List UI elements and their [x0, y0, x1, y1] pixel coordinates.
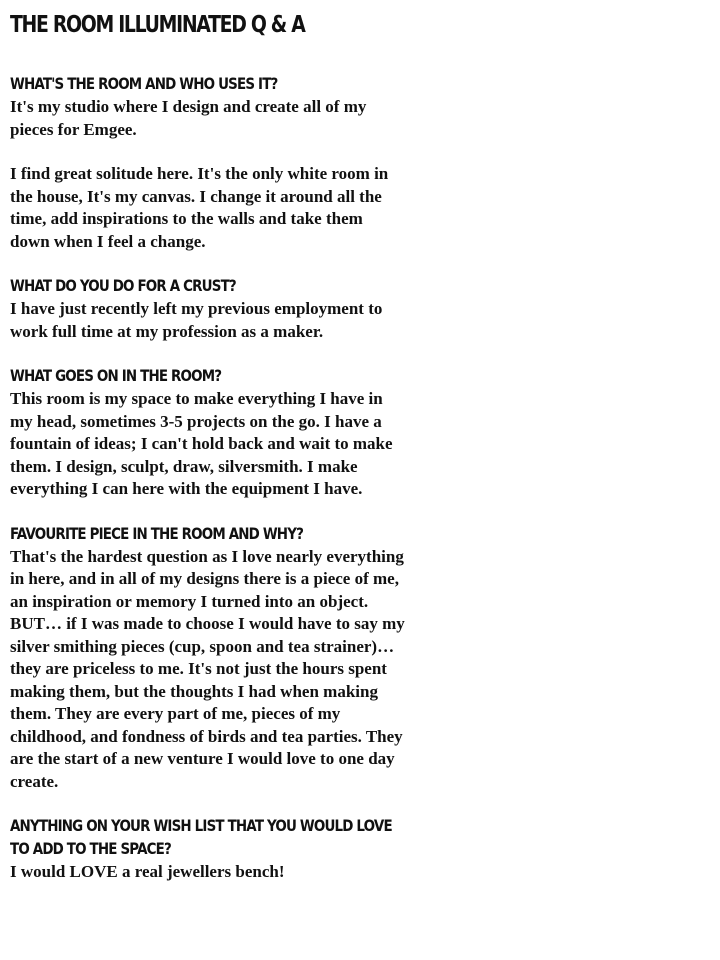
answer-paragraph: I have just recently left my previous employment to work full time at my profession as a maker.: [10, 299, 383, 341]
qa-section-activities: [10, 364, 410, 501]
question-heading: WHAT DO YOU DO FOR A CRUST?: [10, 276, 236, 295]
question-heading: WHAT'S THE ROOM AND WHO USES IT?: [10, 74, 278, 93]
answer-paragraph: It's my studio where I design and create all of my pieces for Emgee.: [10, 97, 367, 139]
question-heading: ANYTHING ON YOUR WISH LIST THAT YOU WOULD LOVE TO ADD TO THE SPACE?: [10, 816, 392, 858]
answer-paragraph: I would LOVE a real jewellers bench!: [10, 862, 285, 881]
qa-section-wishlist: [10, 814, 410, 884]
qa-section-crust: [10, 274, 410, 343]
question-heading: WHAT GOES ON IN THE ROOM?: [10, 366, 222, 385]
answer-paragraph: This room is my space to make everything I have in my head, sometimes 3-5 projects on the go. I have a fountain of ideas; I can't hold back and wait to make them. I design, sculpt, draw, silversmith. I make everything I can here with the equipment I have.: [10, 389, 393, 498]
answer-paragraph: That's the hardest question as I love nearly everything in here, and in all of my designs there is a piece of me, an inspiration or memory I turned into an object. BUT… if I was made to choose I would have to say my silver smithing pieces (cup, spoon and tea strainer)… they are priceless to me. It's not just the hours spent making them, but the thoughts I had when making them. They are every part of me, pieces of my childhood, and fondness of birds and tea parties. They are the start of a new venture I would love to one day create.: [10, 546, 405, 791]
qa-document: [10, 8, 410, 884]
qa-section-favourite: [10, 522, 410, 794]
question-heading: FAVOURITE PIECE IN THE ROOM AND WHY?: [10, 523, 304, 543]
page-title: THE ROOM ILLUMINATED Q & A: [10, 12, 305, 38]
answer-paragraph: I find great solitude here. It's the only white room in the house, It's my canvas. I change it around all the time, add inspirations to the walls and take them down when I feel a change.: [10, 164, 389, 251]
qa-section-room: [10, 72, 410, 253]
